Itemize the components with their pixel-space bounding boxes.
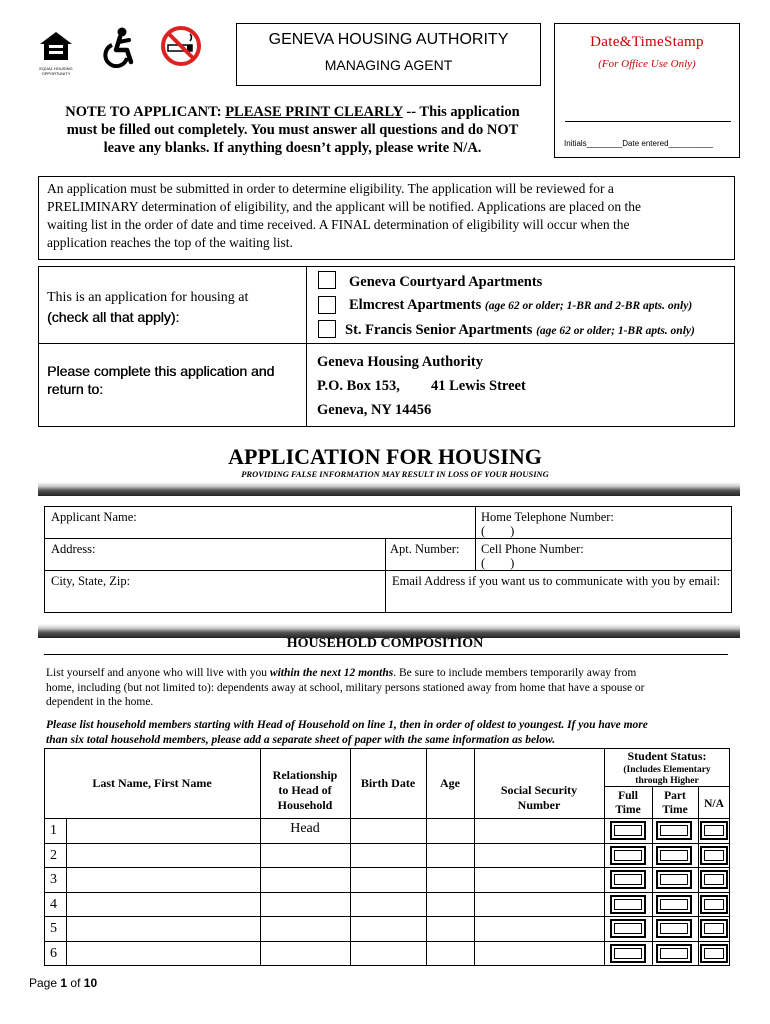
checkbox-na[interactable] — [700, 919, 728, 938]
row-name-cell[interactable] — [67, 868, 259, 891]
option-elmcrest — [349, 297, 692, 314]
intro-line-4: application reaches the top of the waiting list. — [47, 235, 293, 250]
household-table — [44, 748, 730, 966]
return-label-2: return to: — [47, 381, 104, 397]
household-para-1-line-3: dependent in the home. — [46, 696, 154, 708]
checkbox-part-time[interactable] — [656, 870, 692, 889]
col-rel-header-1: Relationship — [272, 768, 338, 782]
page-footer — [29, 976, 97, 990]
col-part-header-1: Part — [664, 790, 686, 802]
cell-phone-label: Cell Phone Number: — [481, 542, 584, 556]
checkbox-elmcrest[interactable] — [318, 296, 336, 314]
app-vline-phone — [475, 507, 476, 570]
col-age-header: Age — [440, 776, 460, 790]
checkbox-st-francis[interactable] — [318, 320, 336, 338]
household-para-1-line-1 — [46, 667, 636, 679]
application-title: APPLICATION FOR HOUSING — [228, 444, 542, 469]
stamp-initials: Initials________Date entered__________ — [564, 139, 714, 148]
col-name-header: Last Name, First Name — [92, 776, 212, 790]
household-p1-b: within the next 12 months — [269, 667, 394, 679]
row-number: 4 — [50, 896, 57, 912]
checkbox-full-time[interactable] — [610, 846, 646, 865]
intro-line-3: waiting list in the order of date and time received. A FINAL determination of eligibility will occur when the — [47, 217, 630, 232]
checkbox-na[interactable] — [700, 944, 728, 963]
option-st-francis-note: (age 62 or older; 1-BR apts. only) — [536, 325, 695, 337]
app-hline-1 — [45, 538, 731, 539]
checkbox-part-time[interactable] — [656, 944, 692, 963]
intro-box — [38, 176, 735, 260]
household-para-2-line-2: than six total household members, please add a separate sheet of paper with the same information as below. — [46, 734, 556, 746]
checkbox-part-time[interactable] — [656, 821, 692, 840]
checkbox-geneva-courtyard[interactable] — [318, 271, 336, 289]
checkbox-full-time[interactable] — [610, 919, 646, 938]
row-number: 2 — [50, 847, 57, 863]
col-student-sub-2: through Higher — [635, 776, 699, 786]
housing-hdivider — [39, 343, 734, 344]
row-number: 1 — [50, 823, 57, 838]
checkbox-na[interactable] — [700, 895, 728, 914]
checkbox-part-time[interactable] — [656, 846, 692, 865]
note-prefix: NOTE TO APPLICANT: — [65, 104, 222, 120]
col-rel-header-2: to Head of — [278, 783, 332, 797]
page-word: Page — [29, 976, 58, 990]
col-full-header-2: Time — [615, 804, 641, 816]
stamp-sub: (For Office Use Only) — [598, 58, 696, 70]
page-of: of — [70, 976, 81, 990]
return-name: Geneva Housing Authority — [317, 354, 483, 370]
row-name-cell[interactable] — [67, 844, 259, 867]
accessibility-icon — [100, 26, 138, 68]
app-hline-2 — [45, 570, 731, 571]
row-name-cell[interactable] — [67, 942, 259, 965]
org-name: GENEVA HOUSING AUTHORITY — [268, 31, 509, 48]
col-ssn-header-2: Number — [517, 798, 561, 812]
col-full-header-1: Full — [618, 790, 638, 802]
note-emphasis: PLEASE PRINT CLEARLY — [225, 104, 403, 120]
address-label: Address: — [51, 542, 96, 556]
option-elmcrest-note: (age 62 or older; 1-BR and 2-BR apts. only) — [484, 300, 693, 312]
row-relationship[interactable]: Head — [290, 821, 320, 836]
applicant-box — [44, 506, 732, 613]
checkbox-na[interactable] — [700, 821, 728, 840]
note-line-3: leave any blanks. If anything doesn’t apply, please write N/A. — [103, 140, 482, 156]
housing-vdivider — [306, 267, 307, 426]
home-phone-label: Home Telephone Number: — [481, 510, 614, 524]
return-city: Geneva, NY 14456 — [317, 402, 432, 418]
household-para-1-line-2: home, including (but not limited to): dependents away at school, military persons stationed away from home that have a spouse or — [46, 682, 645, 694]
stamp-title: Date&TimeStamp — [590, 34, 704, 50]
row-number: 5 — [50, 921, 57, 937]
household-para-2-line-1: Please list household members starting with Head of Household on line 1, then in order of oldest to youngest. If you have more — [46, 719, 648, 731]
housing-box — [38, 266, 735, 427]
col-rel-header-3: Household — [277, 798, 333, 812]
page-num: 1 — [60, 976, 68, 990]
applicant-name-label: Applicant Name: — [51, 510, 137, 524]
checkbox-full-time[interactable] — [610, 870, 646, 889]
option-elmcrest-name: Elmcrest Apartments — [349, 297, 482, 313]
note-line1-rest: -- This application — [402, 104, 520, 120]
divider-bar-top — [38, 482, 740, 496]
row-name-cell[interactable] — [67, 893, 259, 916]
col-student-header: Student Status: — [627, 749, 707, 763]
org-sub: MANAGING AGENT — [324, 57, 453, 73]
org-box — [236, 23, 541, 86]
email-label: Email Address if you want us to communicate with you by email: — [392, 574, 721, 588]
return-label-1: Please complete this application and — [47, 363, 275, 379]
note-line-1 — [40, 104, 545, 121]
checkbox-full-time[interactable] — [610, 944, 646, 963]
checkbox-na[interactable] — [700, 870, 728, 889]
option-st-francis — [345, 322, 695, 339]
col-ssn-header-1: Social Security — [500, 783, 578, 797]
false-info-warning: PROVIDING FALSE INFORMATION MAY RESULT IN LOSS OF YOUR HOUSING — [241, 469, 549, 479]
intro-line-2: PRELIMINARY determination of eligibility, and the applicant will be notified. Applications are placed on the — [47, 199, 641, 214]
logo-caption: EQUAL HOUSING OPPORTUNITY — [39, 66, 73, 76]
return-box: P.O. Box 153, — [317, 378, 400, 394]
intro-line-1: An application must be submitted in order to determine eligibility. The application will be reviewed for a — [47, 181, 614, 196]
col-na-header: N/A — [704, 798, 724, 810]
col-line-ssn — [474, 748, 475, 966]
housing-label-1: This is an application for housing at — [47, 290, 249, 305]
checkbox-part-time[interactable] — [656, 895, 692, 914]
page-total: 10 — [83, 976, 98, 990]
stamp-signature-line — [565, 121, 731, 122]
city-label: City, State, Zip: — [51, 574, 131, 588]
col-part-header-2: Time — [662, 804, 688, 816]
app-vline-apt — [385, 538, 386, 612]
option-st-francis-name: St. Francis Senior Apartments — [345, 322, 533, 338]
equal-housing-icon — [38, 30, 74, 66]
student-sub-rule — [604, 786, 730, 787]
home-phone-paren: ( ) — [481, 524, 515, 538]
return-street: 41 Lewis Street — [431, 378, 526, 394]
household-p1-c: . Be sure to include members temporarily away from — [393, 667, 637, 679]
option-geneva-courtyard: Geneva Courtyard Apartments — [349, 274, 543, 290]
row-number: 3 — [50, 872, 57, 888]
checkbox-part-time[interactable] — [656, 919, 692, 938]
col-student-sub-1: (Includes Elementary — [623, 765, 711, 775]
stamp-box — [554, 23, 740, 158]
housing-label-2: (check all that apply): — [47, 309, 180, 325]
cell-phone-paren: ( ) — [481, 556, 515, 570]
checkbox-full-time[interactable] — [610, 895, 646, 914]
col-line-part — [698, 786, 699, 966]
apt-label: Apt. Number: — [390, 542, 460, 556]
no-smoking-icon — [160, 25, 202, 67]
row-name-cell[interactable] — [67, 819, 259, 842]
household-p1-a: List yourself and anyone who will live with you — [46, 667, 270, 679]
col-birth-header: Birth Date — [360, 776, 416, 790]
row-number: 6 — [50, 946, 57, 961]
household-heading-rule — [44, 654, 728, 655]
household-heading: HOUSEHOLD COMPOSITION — [286, 636, 484, 651]
checkbox-na[interactable] — [700, 846, 728, 865]
row-name-cell[interactable] — [67, 917, 259, 940]
checkbox-full-time[interactable] — [610, 821, 646, 840]
note-line-2: must be filled out completely. You must answer all questions and do NOT — [66, 122, 519, 138]
